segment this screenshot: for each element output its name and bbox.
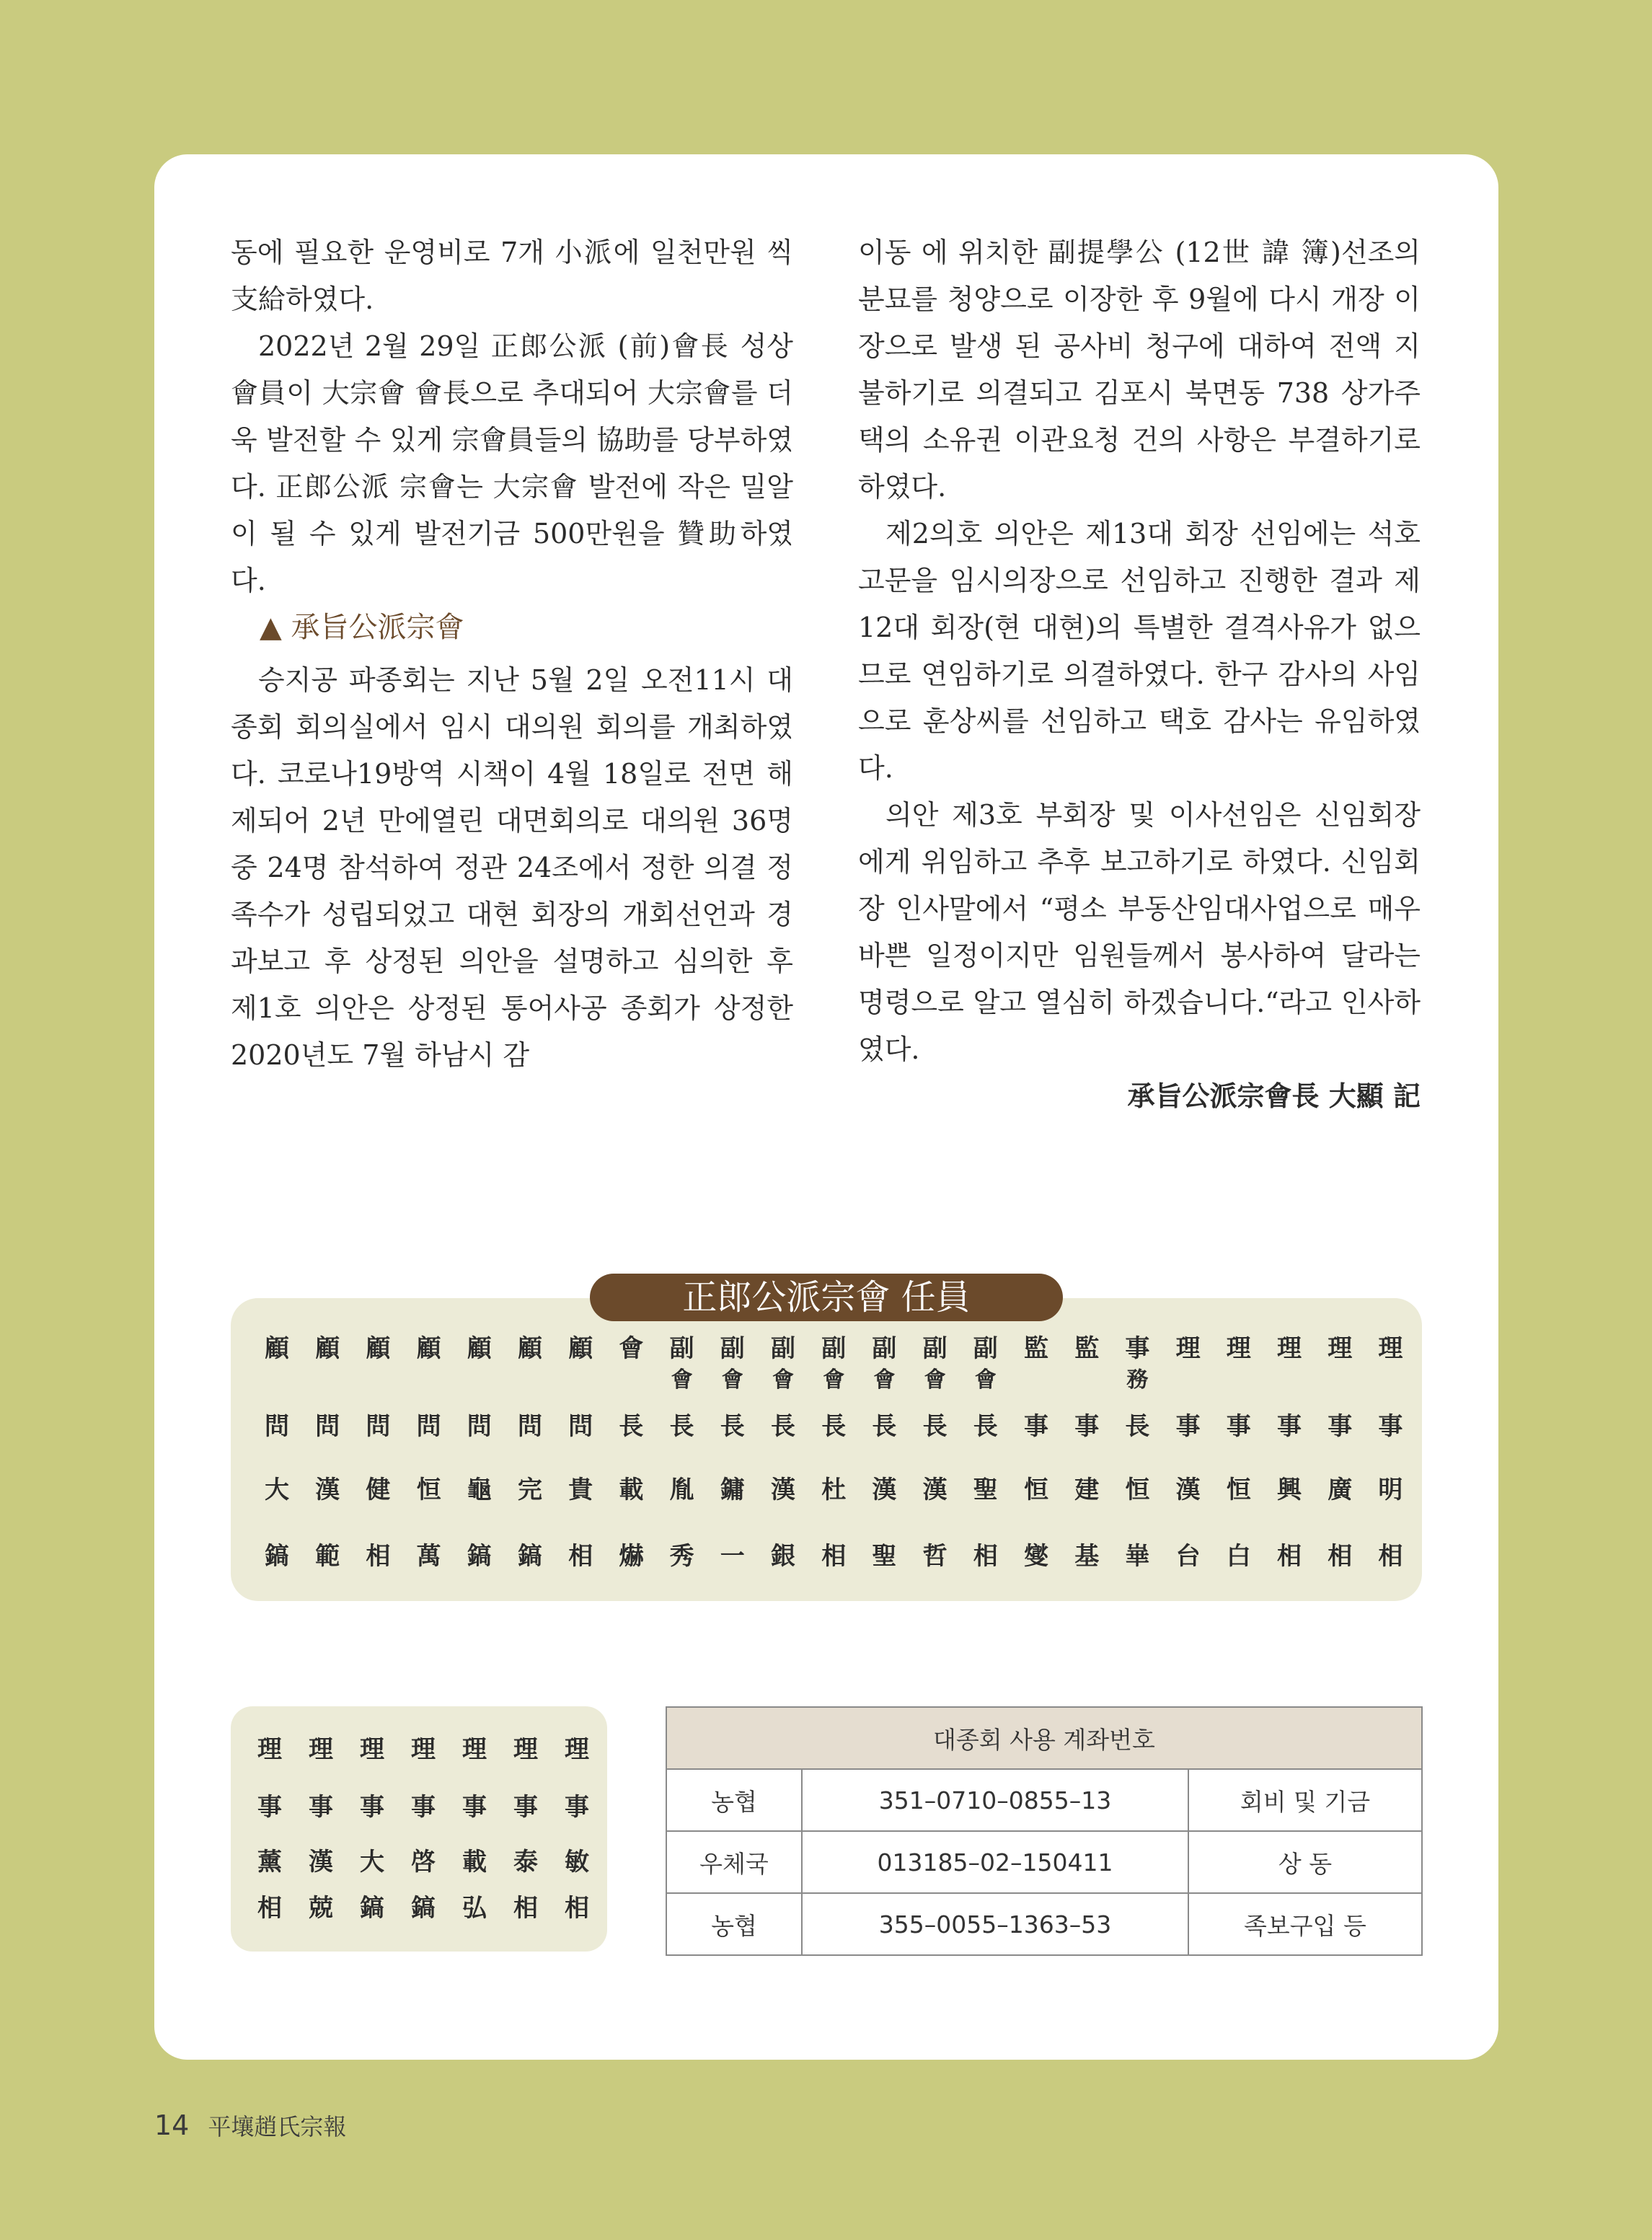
roster-name-char: 基 <box>1074 1542 1100 1571</box>
roster-name-char: 聖 <box>973 1476 998 1504</box>
roster-title-char: 事 <box>1074 1412 1100 1441</box>
roster-title-char: 問 <box>518 1412 542 1441</box>
roster-title-char: 長 <box>872 1412 897 1441</box>
roster-name-char: 載 <box>619 1476 644 1504</box>
roster-name-char: 相 <box>366 1542 391 1571</box>
roster-name-char: 鎬 <box>411 1894 436 1923</box>
roster-title-char: 事 <box>1226 1412 1251 1441</box>
roster-title-char: 事 <box>1024 1412 1048 1441</box>
roster-name-char: 相 <box>821 1542 847 1571</box>
roster-title-char: 問 <box>467 1412 492 1441</box>
roster-name-char: 啓 <box>411 1848 436 1877</box>
roster-title-char: 理 <box>411 1735 436 1764</box>
roster-name-char: 漢 <box>315 1476 340 1504</box>
bank-cell: 우체국 <box>666 1831 802 1893</box>
roster-name-char: 漢 <box>922 1476 948 1504</box>
roster-title-char: 會 <box>974 1367 997 1393</box>
bank-cell: 농협 <box>666 1893 802 1955</box>
roster-title-char: 長 <box>669 1412 694 1441</box>
roster-title-char: 長 <box>1125 1412 1150 1441</box>
staff-roster-title: 正郎公派宗會 任員 <box>590 1274 1063 1321</box>
roster-name-char: 恒 <box>1024 1476 1048 1504</box>
roster-name-char: 恒 <box>416 1476 441 1504</box>
table-row <box>666 1893 1422 1955</box>
roster-title-char: 事 <box>360 1793 384 1822</box>
roster-title-char: 理 <box>257 1735 282 1764</box>
roster-title-char: 顧 <box>416 1334 441 1363</box>
roster-name-char: 廣 <box>1328 1476 1353 1504</box>
roster-title-char: 會 <box>924 1367 946 1393</box>
account-number-cell: 355–0055–1363–53 <box>802 1893 1188 1955</box>
roster-title-char: 會 <box>873 1367 896 1393</box>
roster-title-char: 問 <box>416 1412 441 1441</box>
roster-title-char: 顧 <box>518 1334 542 1363</box>
paragraph: 2022년 2월 29일 正郎公派 (前)會長 성상 會員이 大宗會 會長으로 추대되어 大宗會를 더욱 발전할 수 있게 宗會員들의 協助를 당부하였다. 正郎公派 宗會는 大宗會 발전에 작은 밀알이 될 수 있게 발전기금 500만원을 贊助하였다. <box>231 330 793 596</box>
roster-title-char: 副 <box>872 1334 897 1363</box>
roster-title-char: 理 <box>1277 1334 1302 1363</box>
roster-title-char: 顧 <box>568 1334 593 1363</box>
roster-name-char: 相 <box>513 1894 538 1923</box>
roster-name-char: 台 <box>1175 1542 1201 1571</box>
roster-name-char: 範 <box>315 1542 340 1571</box>
staff-roster-continued-box <box>231 1706 607 1952</box>
roster-title-char: 事 <box>411 1793 436 1822</box>
roster-name-char: 兢 <box>309 1894 333 1923</box>
roster-title-char: 監 <box>1074 1334 1100 1363</box>
roster-name-char: 完 <box>518 1476 542 1504</box>
roster-title-char: 事 <box>513 1793 538 1822</box>
roster-name-char: 漢 <box>771 1476 795 1504</box>
roster-title-char: 理 <box>309 1735 333 1764</box>
paragraph: 제2의호 의안은 제13대 회장 선임에는 석호 고문을 임시의장으로 선임하고 진행한 결과 제12대 회장(현 대현)의 특별한 결격사유가 없으므로 연임하기로 의결하였다. 한구 감사의 사임으로 훈상씨를 선임하고 택호 감사는 유임하였다. <box>858 518 1421 784</box>
roster-name-char: 龜 <box>467 1476 492 1504</box>
roster-title-char: 副 <box>669 1334 694 1363</box>
roster-name-char: 杜 <box>821 1476 847 1504</box>
roster-title-char: 理 <box>1328 1334 1353 1363</box>
roster-title-char: 事 <box>1175 1412 1201 1441</box>
roster-name-char: 相 <box>973 1542 998 1571</box>
table-row <box>666 1831 1422 1893</box>
roster-title-char: 問 <box>315 1412 340 1441</box>
roster-title-char: 理 <box>513 1735 538 1764</box>
roster-title-char: 副 <box>720 1334 745 1363</box>
account-number-cell: 351–0710–0855–13 <box>802 1769 1188 1831</box>
left-column <box>231 229 793 1079</box>
roster-title-char: 會 <box>823 1367 845 1393</box>
roster-title-char: 理 <box>462 1735 487 1764</box>
paragraph: 의안 제3호 부회장 및 이사선임은 신임회장에게 위임하고 추후 보고하기로 하였다. 신임회장 인사말에서 “평소 부동산임대사업으로 매우 바쁜 일정이지만 임원들께서 봉사하여 달라는 명령으로 알고 열심히 하겠습니다.“라고 인사하였다. <box>858 799 1421 1065</box>
section-heading: ▲ 承旨公派宗會 <box>260 611 464 644</box>
roster-name-char: 鏞 <box>720 1476 745 1504</box>
roster-name-char: 聖 <box>872 1542 897 1571</box>
roster-name-char: 燮 <box>1024 1542 1048 1571</box>
paragraph: 승지공 파종회는 지난 5월 2일 오전11시 대종회 회의실에서 임시 대의원 회의를 개최하였다. 코로나19방역 시책이 4월 18일로 전면 해제되어 2년 만에열린 대면회의로 대의원 36명 중 24명 참석하여 정관 24조에서 정한 의결 정족수가 성립되었고 대현 회장의 개회선언과 경과보고 후 상정된 의안을 설명하고 심의한 후 제1호 의안은 상정된 통어사공 종회가 상정한 2020년도 7월 하남시 감 <box>231 664 793 1071</box>
purpose-cell: 회비 및 기금 <box>1188 1769 1422 1831</box>
roster-title-char: 問 <box>366 1412 391 1441</box>
roster-name-char: 相 <box>257 1894 282 1923</box>
roster-title-char: 問 <box>568 1412 593 1441</box>
roster-title-char: 理 <box>1226 1334 1251 1363</box>
roster-name-char: 薰 <box>257 1848 282 1877</box>
roster-name-char: 恒 <box>1226 1476 1251 1504</box>
roster-name-char: 明 <box>1378 1476 1403 1504</box>
roster-name-char: 一 <box>720 1542 745 1571</box>
roster-title-char: 監 <box>1024 1334 1048 1363</box>
roster-name-char: 漢 <box>872 1476 897 1504</box>
staff-roster-box <box>231 1298 1422 1601</box>
roster-name-char: 興 <box>1277 1476 1302 1504</box>
roster-name-char: 相 <box>1378 1542 1403 1571</box>
roster-name-char: 相 <box>1328 1542 1353 1571</box>
page-footer <box>154 2109 346 2142</box>
roster-name-char: 健 <box>366 1476 391 1504</box>
roster-title-char: 顧 <box>467 1334 492 1363</box>
roster-title-char: 事 <box>565 1793 589 1822</box>
roster-title-char: 會 <box>721 1367 743 1393</box>
roster-name-char: 銀 <box>771 1542 795 1571</box>
roster-title-char: 理 <box>1378 1334 1403 1363</box>
roster-title-char: 會 <box>619 1334 644 1363</box>
roster-title-char: 長 <box>771 1412 795 1441</box>
roster-title-char: 副 <box>821 1334 847 1363</box>
paragraph: 이동 에 위치한 副提學公 (12世 諱 簿)선조의 분묘를 청양으로 이장한 후 9월에 다시 개장 이장으로 발생 된 공사비 청구에 대하여 전액 지불하기로 의결되고 김포시 북면동 738 상가주택의 소유권 이관요청 건의 사항은 부결하기로 하였다. <box>858 237 1421 503</box>
roster-name-char: 鎬 <box>467 1542 492 1571</box>
roster-name-char: 白 <box>1226 1542 1251 1571</box>
account-table <box>666 1706 1423 1956</box>
roster-name-char: 漢 <box>1175 1476 1201 1504</box>
account-number-cell: 013185–02–150411 <box>802 1831 1188 1893</box>
roster-title-char: 事 <box>1378 1412 1403 1441</box>
purpose-cell: 족보구입 등 <box>1188 1893 1422 1955</box>
roster-name-char: 相 <box>1277 1542 1302 1571</box>
publication-name: 平壤趙氏宗報 <box>208 2113 347 2140</box>
roster-name-char: 爀 <box>619 1542 644 1571</box>
roster-title-char: 副 <box>922 1334 948 1363</box>
roster-name-char: 崋 <box>1125 1542 1150 1571</box>
roster-title-char: 長 <box>973 1412 998 1441</box>
roster-name-char: 鎬 <box>265 1542 289 1571</box>
roster-title-char: 顧 <box>315 1334 340 1363</box>
purpose-cell: 상 동 <box>1188 1831 1422 1893</box>
roster-name-char: 建 <box>1074 1476 1100 1504</box>
roster-title-char: 務 <box>1126 1367 1149 1393</box>
roster-name-char: 敏 <box>565 1848 589 1877</box>
roster-title-char: 會 <box>772 1367 794 1393</box>
roster-name-char: 大 <box>265 1476 289 1504</box>
roster-name-char: 胤 <box>669 1476 694 1504</box>
roster-name-char: 秀 <box>669 1542 694 1571</box>
roster-title-char: 長 <box>821 1412 847 1441</box>
roster-name-char: 萬 <box>416 1542 441 1571</box>
roster-title-char: 事 <box>1328 1412 1353 1441</box>
roster-title-char: 副 <box>771 1334 795 1363</box>
roster-name-char: 漢 <box>309 1848 333 1877</box>
roster-title-char: 事 <box>309 1793 333 1822</box>
roster-title-char: 理 <box>1175 1334 1201 1363</box>
page-number: 14 <box>154 2109 190 2141</box>
roster-title-char: 長 <box>720 1412 745 1441</box>
roster-title-char: 顧 <box>366 1334 391 1363</box>
roster-title-char: 理 <box>360 1735 384 1764</box>
roster-name-char: 鎬 <box>518 1542 542 1571</box>
roster-name-char: 大 <box>360 1848 384 1877</box>
paragraph: 동에 필요한 운영비로 7개 小派에 일천만원 씩 支給하였다. <box>231 237 793 315</box>
roster-title-char: 理 <box>565 1735 589 1764</box>
roster-name-char: 相 <box>565 1894 589 1923</box>
roster-title-char: 會 <box>671 1367 693 1393</box>
roster-title-char: 顧 <box>265 1334 289 1363</box>
roster-name-char: 泰 <box>513 1848 538 1877</box>
right-column <box>858 229 1421 1120</box>
roster-title-char: 問 <box>265 1412 289 1441</box>
roster-name-char: 相 <box>568 1542 593 1571</box>
signature: 承旨公派宗會長 大顯 記 <box>1127 1080 1421 1112</box>
roster-title-char: 事 <box>462 1793 487 1822</box>
roster-title-char: 副 <box>973 1334 998 1363</box>
roster-name-char: 恒 <box>1125 1476 1150 1504</box>
roster-name-char: 載 <box>462 1848 487 1877</box>
roster-title-char: 長 <box>922 1412 948 1441</box>
roster-title-char: 事 <box>1125 1334 1150 1363</box>
roster-title-char: 事 <box>1277 1412 1302 1441</box>
roster-name-char: 貴 <box>568 1476 593 1504</box>
table-row <box>666 1769 1422 1831</box>
bank-cell: 농협 <box>666 1769 802 1831</box>
roster-title-char: 事 <box>257 1793 282 1822</box>
roster-name-char: 鎬 <box>360 1894 384 1923</box>
account-table-title: 대종회 사용 계좌번호 <box>666 1707 1422 1769</box>
roster-name-char: 弘 <box>462 1894 487 1923</box>
roster-name-char: 哲 <box>922 1542 948 1571</box>
roster-title-char: 長 <box>619 1412 644 1441</box>
